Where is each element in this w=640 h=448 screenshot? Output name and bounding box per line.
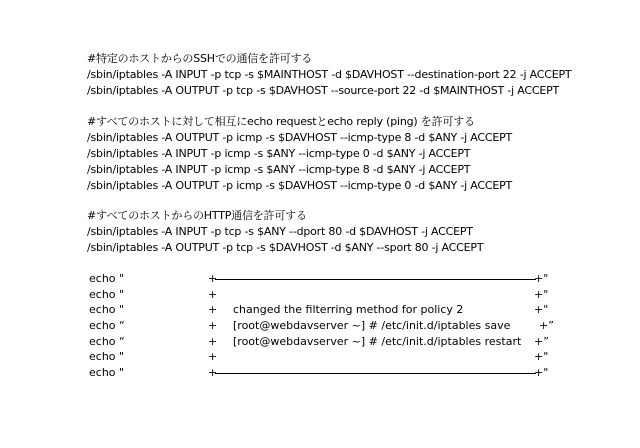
iptables-rule: /sbin/iptables -A INPUT -p icmp -s $ANY --icmp-type 0 -d $ANY -j ACCEPT: [87, 147, 471, 160]
box-horizontal-rule: [215, 373, 536, 374]
box-edge-right: +”: [539, 319, 554, 332]
echo-command: echo ": [89, 272, 125, 285]
iptables-rule: /sbin/iptables -A OUTPUT -p tcp -s $DAVHOST --source-port 22 -d $MAINTHOST -j ACCEPT: [87, 84, 560, 97]
box-edge-right: +”: [534, 335, 549, 348]
iptables-rule: /sbin/iptables -A OUTPUT -p tcp -s $DAVHOST -d $ANY --sport 80 -j ACCEPT: [87, 241, 484, 254]
box-corner-left: +: [208, 366, 218, 379]
iptables-rule: /sbin/iptables -A OUTPUT -p icmp -s $DAVHOST --icmp-type 0 -d $ANY -j ACCEPT: [87, 179, 513, 192]
box-corner-right: +": [534, 272, 549, 285]
iptables-rule: /sbin/iptables -A INPUT -p tcp -s $MAINTHOST -d $DAVHOST --destination-port 22 -j ACCEPT: [87, 68, 572, 81]
iptables-rule: /sbin/iptables -A INPUT -p icmp -s $ANY --icmp-type 8 -d $ANY -j ACCEPT: [87, 163, 471, 176]
echo-command: echo “: [89, 319, 125, 332]
echo-row-top-border: [89, 272, 559, 286]
echo-row: [89, 288, 559, 302]
box-edge-left: +: [208, 319, 218, 332]
echo-row-bottom-border: [89, 366, 559, 380]
comment-ssh: #特定のホストからのSSHでの通信を許可する: [87, 52, 313, 65]
box-horizontal-rule: [215, 279, 536, 280]
echo-command: echo ": [89, 366, 125, 379]
echo-command: echo “: [89, 335, 125, 348]
comment-http: #すべてのホストからのHTTP通信を許可する: [87, 209, 307, 222]
box-edge-left: +: [208, 303, 218, 316]
echo-row: [89, 319, 559, 333]
box-edge-right: +": [534, 288, 549, 301]
box-edge-left: +: [208, 288, 218, 301]
echo-message: [root@webdavserver ~] # /etc/init.d/iptables save: [233, 319, 511, 332]
box-edge-left: +: [208, 335, 218, 348]
echo-message: changed the filterring method for policy 2: [233, 303, 464, 316]
box-edge-left: +: [208, 350, 218, 363]
echo-command: echo ": [89, 288, 125, 301]
echo-command: echo ": [89, 350, 125, 363]
echo-row: [89, 335, 559, 349]
echo-row: [89, 350, 559, 364]
iptables-rule: /sbin/iptables -A OUTPUT -p icmp -s $DAVHOST --icmp-type 8 -d $ANY -j ACCEPT: [87, 131, 513, 144]
echo-command: echo ": [89, 303, 125, 316]
box-edge-right: +": [534, 350, 549, 363]
box-corner-left: +: [208, 272, 218, 285]
echo-row: [89, 303, 559, 317]
box-edge-right: +": [534, 303, 549, 316]
echo-message: [root@webdavserver ~] # /etc/init.d/iptables restart: [233, 335, 522, 348]
comment-icmp: #すべてのホストに対して相互にecho requestとecho reply (ping) を許可する: [87, 115, 475, 128]
box-corner-right: +": [534, 366, 549, 379]
iptables-rule: /sbin/iptables -A INPUT -p tcp -s $ANY --dport 80 -d $DAVHOST -j ACCEPT: [87, 225, 473, 238]
